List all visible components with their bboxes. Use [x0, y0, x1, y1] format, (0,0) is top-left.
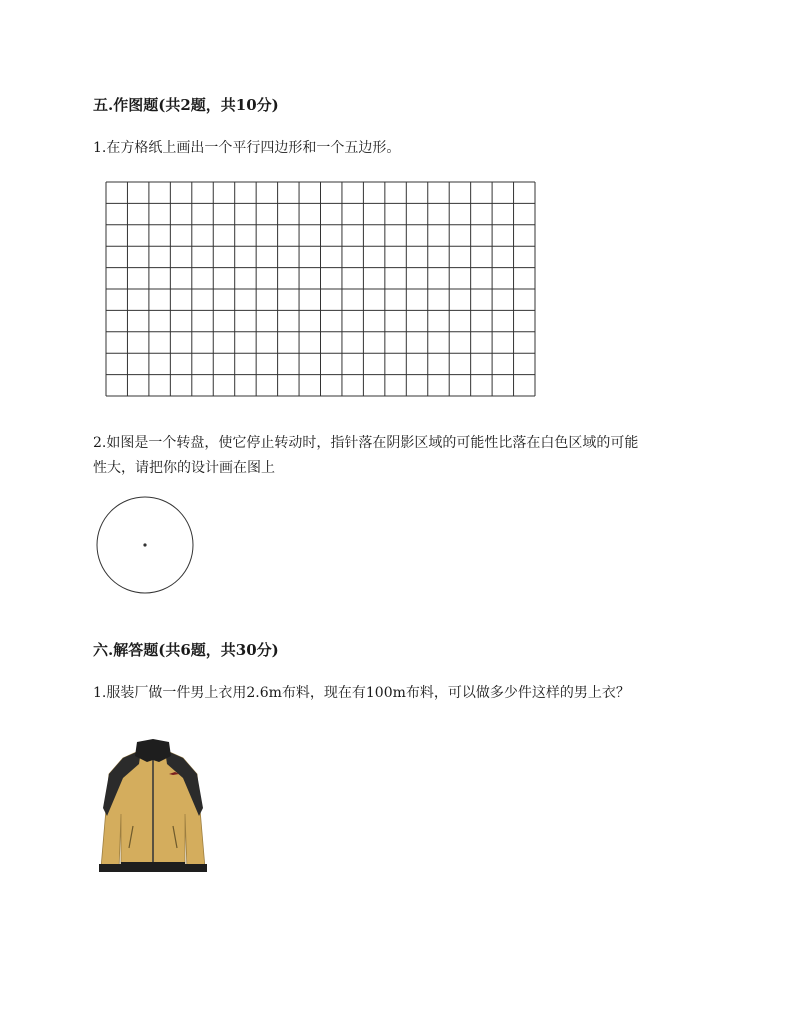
question-5-2-line-1: 2.如图是一个转盘，使它停止转动时，指针落在阴影区域的可能性比落在白色区域的可能 [93, 435, 639, 451]
jacket-svg [93, 738, 213, 878]
jacket-collar [135, 739, 171, 762]
section-6-title: 六.解答题(共6题，共30分) [93, 641, 279, 659]
jacket-hem [121, 862, 185, 872]
jacket-image [93, 738, 213, 882]
section-5-title: 五.作图题(共2题，共10分) [93, 96, 279, 114]
grid-svg [105, 181, 536, 397]
question-5-1: 1.在方格纸上画出一个平行四边形和一个五边形。 [93, 140, 401, 156]
jacket-right-cuff [185, 864, 207, 872]
spinner-center-dot [143, 543, 146, 546]
graph-paper-grid [105, 181, 536, 401]
question-5-2-line-2: 性大，请把你的设计画在图上 [93, 460, 275, 476]
jacket-left-cuff [99, 864, 121, 872]
spinner-figure [95, 496, 195, 600]
spinner-svg [95, 496, 195, 596]
question-6-1: 1.服装厂做一件男上衣用2.6m布料，现在有100m布料，可以做多少件这样的男上衣？ [93, 685, 630, 701]
